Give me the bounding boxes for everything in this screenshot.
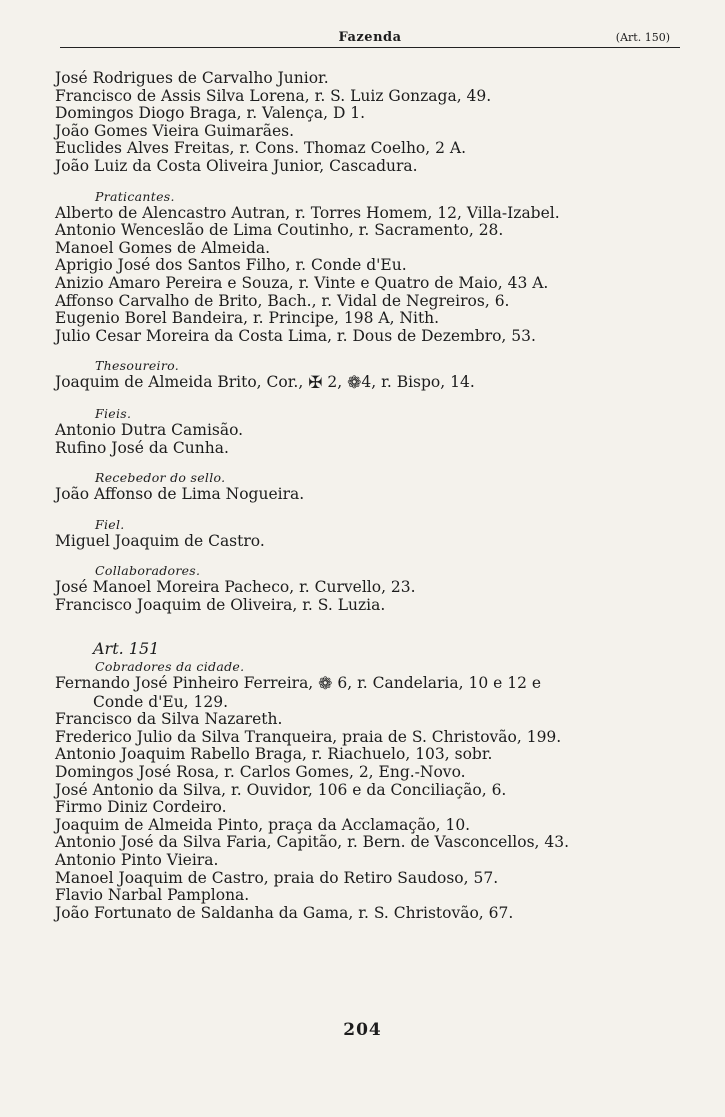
list-item: Antonio José da Silva Faria, Capitão, r. Bern. de Vasconcellos, 43. [55, 833, 570, 852]
entries-top [55, 70, 695, 176]
page-header [60, 26, 680, 48]
list-item: Domingos José Rosa, r. Carlos Gomes, 2, Eng.-Novo. [55, 763, 466, 782]
article-label: Art. 151 [93, 639, 160, 659]
entry-count: 2, [327, 373, 343, 392]
section-heading: Fieis. [95, 405, 132, 421]
entry-name: Fernando José Pinheiro Ferreira, [55, 674, 314, 693]
list-item: Flavio Narbal Pamplona. [55, 886, 250, 905]
list-item: Francisco Joaquim de Oliveira, r. S. Luzia. [55, 595, 386, 614]
list-item: Euclides Alves Freitas, r. Cons. Thomaz Coelho, 2 A. [55, 139, 467, 158]
header-rule [60, 47, 680, 48]
section-heading: Fiel. [95, 516, 125, 532]
list-item: Manoel Joaquim de Castro, praia do Retiro Saudoso, 57. [55, 868, 499, 887]
list-item: Manoel Gomes de Almeida. [55, 238, 271, 257]
section-heading: Collaboradores. [95, 563, 201, 579]
list-item: José Rodrigues de Carvalho Junior. [55, 69, 329, 87]
list-item: José Antonio da Silva, r. Ouvidor, 106 e da Conciliação, 6. [55, 780, 507, 799]
section-fiel [55, 516, 695, 551]
order-rose-icon: ❁ [347, 373, 362, 394]
entry-name: Joaquim de Almeida Brito, Cor., [55, 373, 304, 392]
list-item: João Luiz da Costa Oliveira Junior, Cascadura. [55, 156, 418, 175]
document-body [55, 70, 695, 922]
section-heading: Cobradores da cidade. [95, 659, 245, 675]
list-item [55, 675, 695, 694]
page-number: 204 [343, 1020, 382, 1040]
list-item: Antonio Dutra Camisão. [55, 420, 244, 439]
section-heading: Recebedor do sello. [95, 470, 226, 486]
page-title: Fazenda [338, 30, 402, 45]
list-item [55, 374, 695, 393]
list-item: Miguel Joaquim de Castro. [55, 531, 265, 550]
section-heading: Thesoureiro. [95, 358, 180, 374]
list-item: Antonio Pinto Vieira. [55, 851, 219, 869]
list-item-continuation: Conde d'Eu, 129. [93, 692, 229, 711]
list-item: João Gomes Vieira Guimarães. [55, 121, 295, 140]
section-thesoureiro [55, 357, 695, 393]
list-item: Alberto de Alencastro Autran, r. Torres Homem, 12, Villa-Izabel. [55, 203, 560, 222]
section-praticantes [55, 188, 695, 346]
entry-address: 6, r. Candelaria, 10 e 12 e [337, 674, 542, 693]
list-item: Anizio Amaro Pereira e Souza, r. Vinte e Quatro de Maio, 43 A. [55, 273, 549, 292]
article-reference: (Art. 150) [615, 31, 670, 44]
list-item: Rufino José da Cunha. [55, 438, 229, 457]
list-item: Firmo Diniz Cordeiro. [55, 798, 227, 817]
list-item: Julio Cesar Moreira da Costa Lima, r. Dous de Dezembro, 53. [55, 326, 536, 345]
list-item: João Fortunato de Saldanha da Gama, r. S. Christovão, 67. [55, 903, 514, 922]
section-fieis [55, 405, 695, 457]
list-item: Eugenio Borel Bandeira, r. Principe, 198 A, Nith. [55, 309, 440, 328]
list-item: Francisco de Assis Silva Lorena, r. S. Luiz Gonzaga, 49. [55, 86, 492, 105]
section-collaboradores [55, 562, 695, 614]
list-item: Joaquim de Almeida Pinto, praça da Acclamação, 10. [55, 815, 471, 834]
entry-count: 4, [361, 373, 377, 392]
list-item: José Manoel Moreira Pacheco, r. Curvello, 23. [55, 578, 416, 597]
order-cross-icon: ✠ [308, 373, 323, 394]
list-item: Affonso Carvalho de Brito, Bach., r. Vidal de Negreiros, 6. [55, 291, 510, 310]
list-item: Antonio Wenceslão de Lima Coutinho, r. Sacramento, 28. [55, 221, 504, 240]
list-item: Francisco da Silva Nazareth. [55, 710, 283, 729]
section-heading: Praticantes. [95, 188, 175, 204]
list-item: Domingos Diogo Braga, r. Valença, D 1. [55, 104, 366, 123]
list-item: Frederico Julio da Silva Tranqueira, praia de S. Christovão, 199. [55, 727, 562, 746]
list-item: João Affonso de Lima Nogueira. [55, 485, 305, 504]
list-item: Aprigio José dos Santos Filho, r. Conde d'Eu. [55, 256, 407, 275]
entry-address: r. Bispo, 14. [381, 373, 475, 392]
section-art-151 [55, 640, 695, 922]
section-recebedor [55, 469, 695, 504]
list-item: Antonio Joaquim Rabello Braga, r. Riachuelo, 103, sobr. [55, 745, 493, 764]
order-rose-icon: ❁ [318, 674, 333, 695]
